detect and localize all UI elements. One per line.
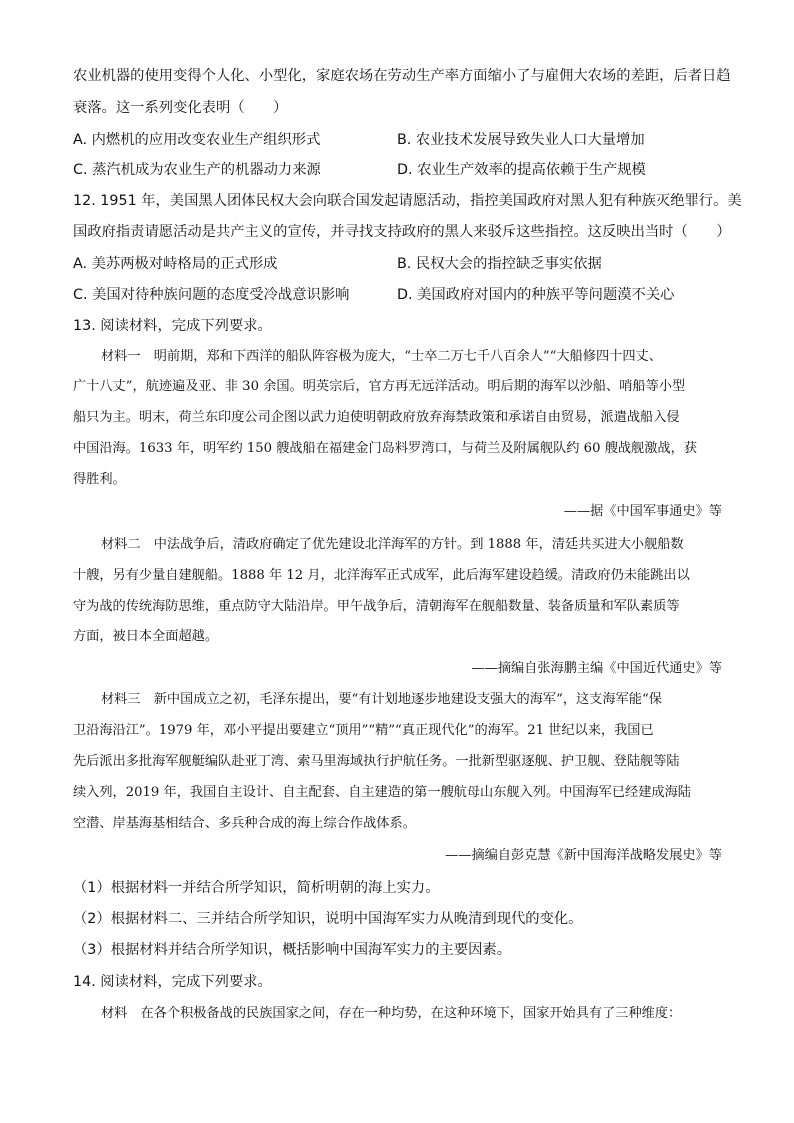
q12-option-b: B. 民权大会的指控缺乏事实依据	[397, 256, 602, 272]
q13-title: 13. 阅读材料，完成下列要求。	[73, 318, 272, 334]
q13-material3-line2: 卫沿海沿江”。1979 年，邓小平提出要建立“顶用”“精”“真正现代化”的海军。21 世纪以来，我国已	[73, 723, 654, 738]
q13-material3-line5: 空潜、岸基海基相结合、多兵种合成的海上综合作战体系。	[73, 816, 416, 831]
q11-option-a: A. 内燃机的应用改变农业生产组织形式	[73, 132, 321, 148]
q13-material2-line2: 十艘，另有少量自建舰船。1888 年 12 月，北洋海军正式成军，此后海军建设趋缓。清政府仍未能跳出以	[73, 568, 690, 583]
q13-material2-line3: 守为战的传统海防思维，重点防守大陆沿岸。甲午战争后，清朝海军在舰船数量、装备质量和军队素质等	[73, 599, 680, 614]
q13-material3-line4: 续入列，2019 年，我国自主设计、自主配套、自主建造的第一艘航母山东舰入列。中国海军已经建成海陆	[73, 785, 691, 800]
q13-material1-line3: 船只为主。明末，荷兰东印度公司企图以武力迫使明朝政府放弃海禁政策和承诺自由贸易，派遣战船入侵	[73, 410, 680, 425]
q13-material3-line1: 材料三 新中国成立之初，毛泽东提出，要“有计划地逐步地建设支强大的海军”，这支海军能“保	[101, 692, 662, 707]
q13-material1-line4: 中国沿海。1633 年，明军约 150 艘战船在福建金门岛料罗湾口，与荷兰及附属舰队约 60 艘战舰激战，获	[73, 441, 697, 456]
q12-stem-line1: 12. 1951 年，美国黑人团体民权大会向联合国发起请愿活动，指控美国政府对黑人犯有种族灭绝罪行。美	[73, 193, 742, 209]
q11-option-c: C. 蒸汽机成为农业生产的机器动力来源	[73, 162, 321, 178]
q13-source1: ——据《中国军事通史》等	[563, 504, 722, 519]
q13-material1-line5: 得胜利。	[73, 472, 126, 487]
q13-source3: ——摘编自彭克慧《新中国海洋战略发展史》等	[445, 848, 722, 863]
q11-option-d: D. 农业生产效率的提高依赖于生产规模	[397, 162, 646, 178]
q13-material1-line2: 广十八丈”，航迹遍及亚、非 30 余国。明英宗后，官方再无远洋活动。明后期的海军以沙船、哨船等小型	[73, 379, 686, 394]
q14-title: 14. 阅读材料，完成下列要求。	[73, 974, 272, 990]
q13-material2-line4: 方面，被日本全面超越。	[73, 629, 219, 644]
q12-option-a: A. 美苏两极对峙格局的正式形成	[73, 256, 278, 272]
q13-source2: ——摘编自张海鹏主编《中国近代通史》等	[471, 661, 722, 676]
q11-stem-line2: 衰落。这一系列变化表明（ ）	[73, 100, 288, 116]
q13-question-2: （2）根据材料二、三并结合所学知识，说明中国海军实力从晚清到现代的变化。	[73, 911, 583, 927]
q12-option-c: C. 美国对待种族问题的态度受冷战意识影响	[73, 287, 350, 303]
q11-stem-line1: 农业机器的使用变得个人化、小型化，家庭农场在劳动生产率方面缩小了与雇佣大农场的差距，后者日趋	[73, 68, 731, 84]
q12-option-d: D. 美国政府对国内的种族平等问题漠不关心	[397, 287, 675, 303]
q13-material3-line3: 先后派出多批海军舰艇编队赴亚丁湾、索马里海域执行护航任务。一批新型驱逐舰、护卫舰、登陆舰等陆	[73, 754, 680, 769]
q13-question-1: （1）根据材料一并结合所学知识，简析明朝的海上实力。	[73, 880, 440, 896]
q11-option-b: B. 农业技术发展导致失业人口大量增加	[397, 132, 645, 148]
q13-material2-line1: 材料二 中法战争后，清政府确定了优先建设北洋海军的方针。到 1888 年，清廷共买进大小舰船数	[101, 537, 684, 552]
q13-question-3: （3）根据材料并结合所学知识，概括影响中国海军实力的主要因素。	[73, 942, 511, 958]
q14-material-line1: 材料 在各个积极备战的民族国家之间，存在一种均势，在这种环境下，国家开始具有了三种维度：	[101, 1006, 682, 1021]
q12-stem-line2: 国政府指责请愿活动是共产主义的宣传，并寻找支持政府的黑人来驳斥这些指控。这反映出当时（ ）	[73, 224, 731, 240]
q13-material1-line1: 材料一 明前期，郑和下西洋的船队阵容极为庞大，“士卒二万七千八百余人”“大船修四十四丈、	[101, 349, 662, 364]
